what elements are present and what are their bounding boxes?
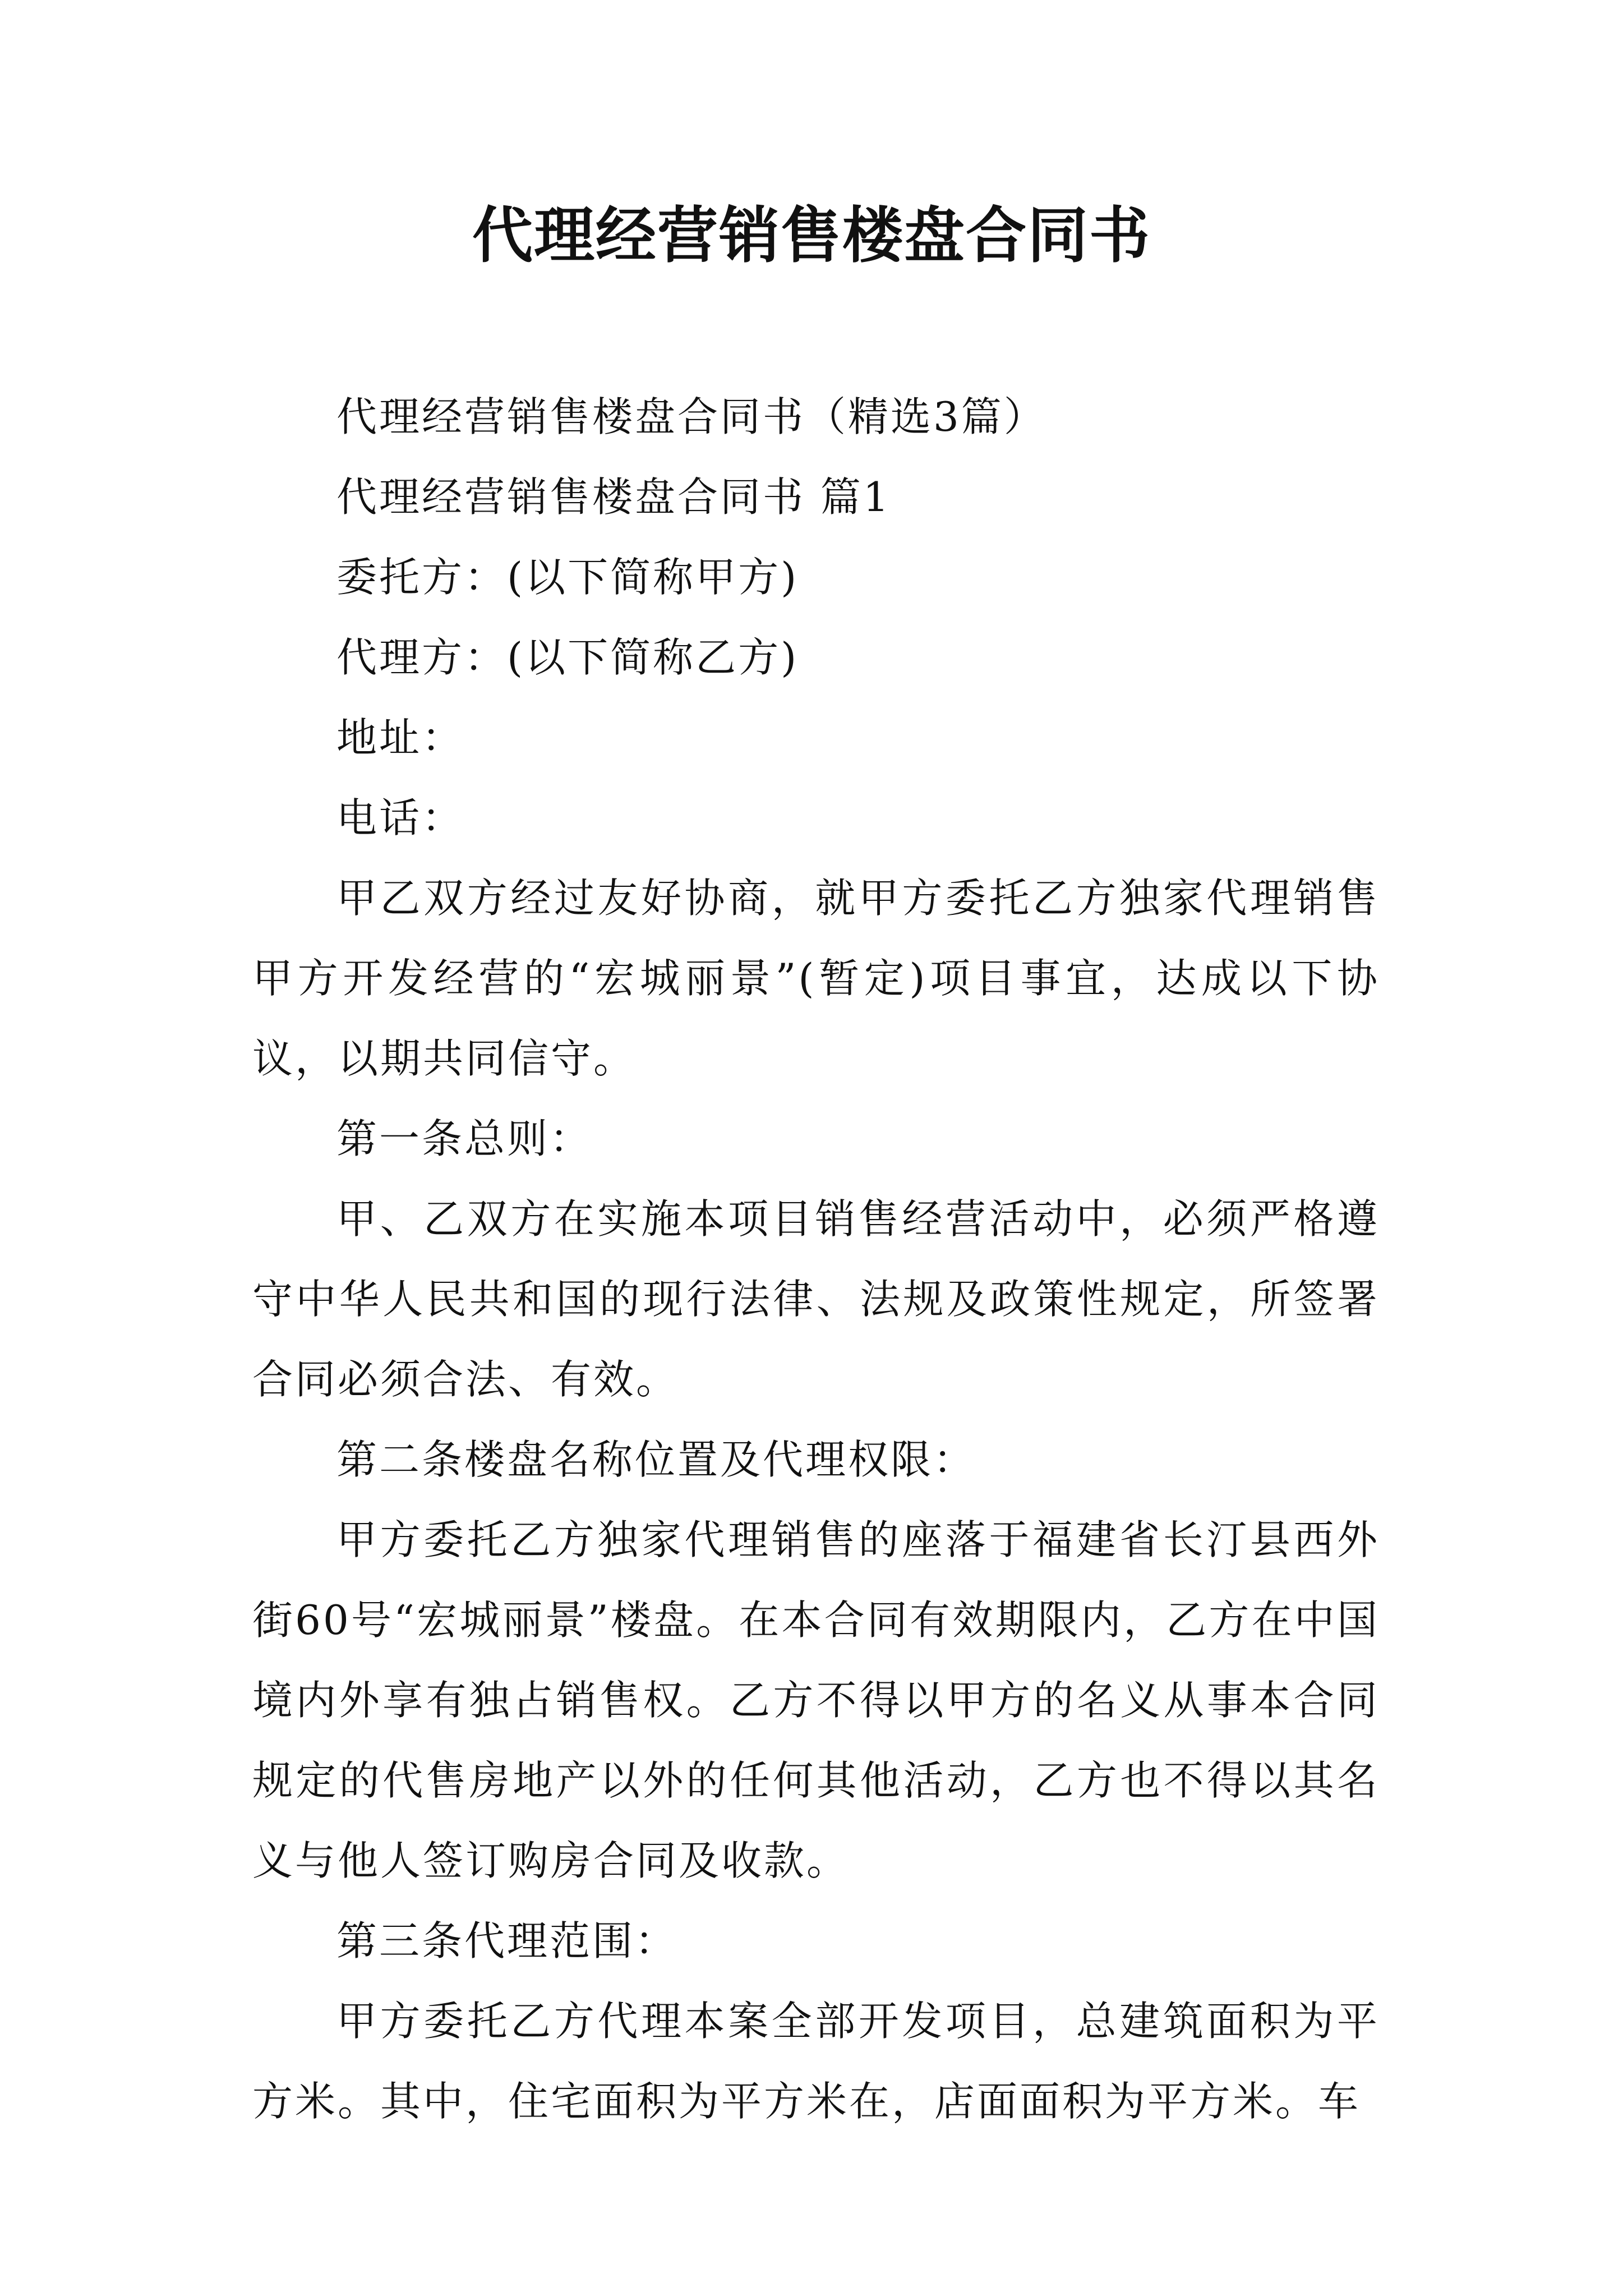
paragraph-preamble: 甲乙双方经过友好协商，就甲方委托乙方独家代理销售甲方开发经营的“宏城丽景”(暂定)项目事宜，达成以下协议，以期共同信守。 bbox=[252, 875, 1380, 1082]
paragraph-agent: 代理方：(以下简称乙方) bbox=[336, 634, 799, 681]
paragraph-subtitle: 代理经营销售楼盘合同书（精选3篇） bbox=[336, 393, 1046, 440]
paragraph-section-heading: 代理经营销售楼盘合同书 篇1 bbox=[336, 473, 891, 521]
paragraph-article-3-heading: 第三条代理范围： bbox=[336, 1917, 678, 1964]
paragraph-article-2-heading: 第二条楼盘名称位置及代理权限： bbox=[336, 1436, 976, 1483]
paragraph-article-2-body: 甲方委托乙方独家代理销售的座落于福建省长汀县西外街60号“宏城丽景”楼盘。在本合同有效期限内，乙方在中国境内外享有独占销售权。乙方不得以甲方的名义从事本合同规定的代售房地产以外的任何其他活动，乙方也不得以其名义与他人签订购房合同及收款。 bbox=[252, 1516, 1380, 1884]
paragraph-address: 地址： bbox=[336, 714, 465, 761]
paragraph-article-1-heading: 第一条总则： bbox=[336, 1115, 593, 1162]
paragraph-article-1-body: 甲、乙双方在实施本项目销售经营活动中，必须严格遵守中华人民共和国的现行法律、法规及政策性规定，所签署合同必须合法、有效。 bbox=[252, 1195, 1380, 1403]
paragraph-client: 委托方：(以下简称甲方) bbox=[336, 554, 799, 601]
document-body bbox=[252, 377, 1380, 2142]
document-title: 代理经营销售楼盘合同书 bbox=[472, 200, 1151, 271]
paragraph-phone: 电话： bbox=[336, 794, 465, 841]
paragraph-article-3-body: 甲方委托乙方代理本案全部开发项目，总建筑面积为平方米。其中，住宅面积为平方米在，店面面积为平方米。车 bbox=[252, 1998, 1380, 2125]
